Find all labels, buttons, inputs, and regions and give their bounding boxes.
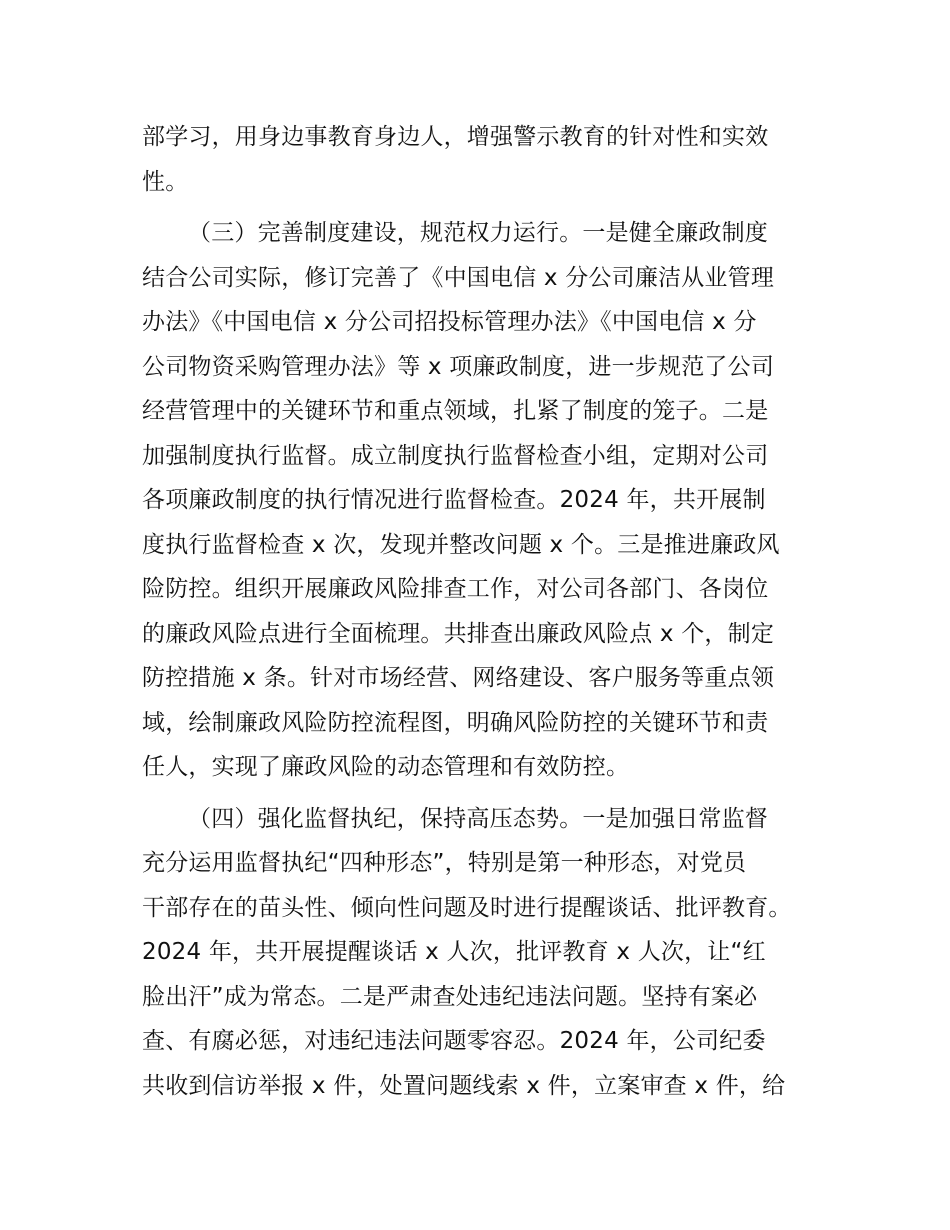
paragraph-section-four: [142, 797, 832, 1109]
text-line: 公司物资采购管理办法》等 x 项廉政制度，进一步规范了公司: [142, 353, 775, 380]
text-line: 充分运用监督执纪“四种形态”，特别是第一种形态，对党员: [142, 850, 747, 876]
section-heading-line: （四）强化监督执纪，保持高压态势。一是加强日常监督: [188, 805, 768, 832]
text-line: 2024 年，共开展提醒谈话 x 人次，批评教育 x 人次，让“红: [142, 939, 766, 965]
text-line: 脸出汗”成为常态。二是严肃查处违纪违法问题。坚持有案必: [142, 983, 758, 1010]
document-body: [142, 115, 832, 1108]
text-line: 干部存在的苗头性、倾向性问题及时进行提醒谈话、批评教育。: [142, 894, 792, 921]
section-heading-line: （三）完善制度建设，规范权力运行。一是健全廉政制度: [188, 220, 768, 246]
text-line: 结合公司实际，修订完善了《中国电信 x 分公司廉洁从业管理: [142, 264, 775, 291]
text-line: 度执行监督检查 x 次，发现并整改问题 x 个。三是推进廉政风: [142, 531, 780, 558]
text-line: 各项廉政制度的执行情况进行监督检查。2024 年，共开展制: [142, 487, 766, 513]
text-line: 经营管理中的关键环节和重点领域，扎紧了制度的笼子。二是: [142, 398, 769, 424]
text-line: 防控措施 x 条。针对市场经营、网络建设、客户服务等重点领: [142, 665, 775, 691]
text-line: 加强制度执行监督。成立制度执行监督检查小组，定期对公司: [142, 442, 769, 469]
text-line: 的廉政风险点进行全面梳理。共排查出廉政风险点 x 个，制定: [142, 620, 775, 647]
text-line: 域，绘制廉政风险防控流程图，明确风险防控的关键环节和责: [142, 709, 769, 736]
text-line: 性。: [142, 168, 189, 195]
text-line: 共收到信访举报 x 件，处置问题线索 x 件，立案审查 x 件，给: [142, 1072, 786, 1099]
paragraph-continuation: [142, 115, 832, 204]
text-line: 部学习，用身边事教育身边人，增强警示教育的针对性和实效: [142, 124, 769, 150]
text-line: 办法》《中国电信 x 分公司招投标管理办法》《中国电信 x 分: [142, 309, 757, 335]
text-line: 险防控。组织开展廉政风险排查工作，对公司各部门、各岗位: [142, 576, 769, 602]
text-line: 查、有腐必惩，对违纪违法问题零容忍。2024 年，公司纪委: [142, 1028, 766, 1054]
text-line: 任人，实现了廉政风险的动态管理和有效防控。: [142, 754, 630, 780]
paragraph-gap: [142, 790, 832, 797]
paragraph-gap: [142, 204, 832, 211]
paragraph-section-three: [142, 211, 832, 790]
